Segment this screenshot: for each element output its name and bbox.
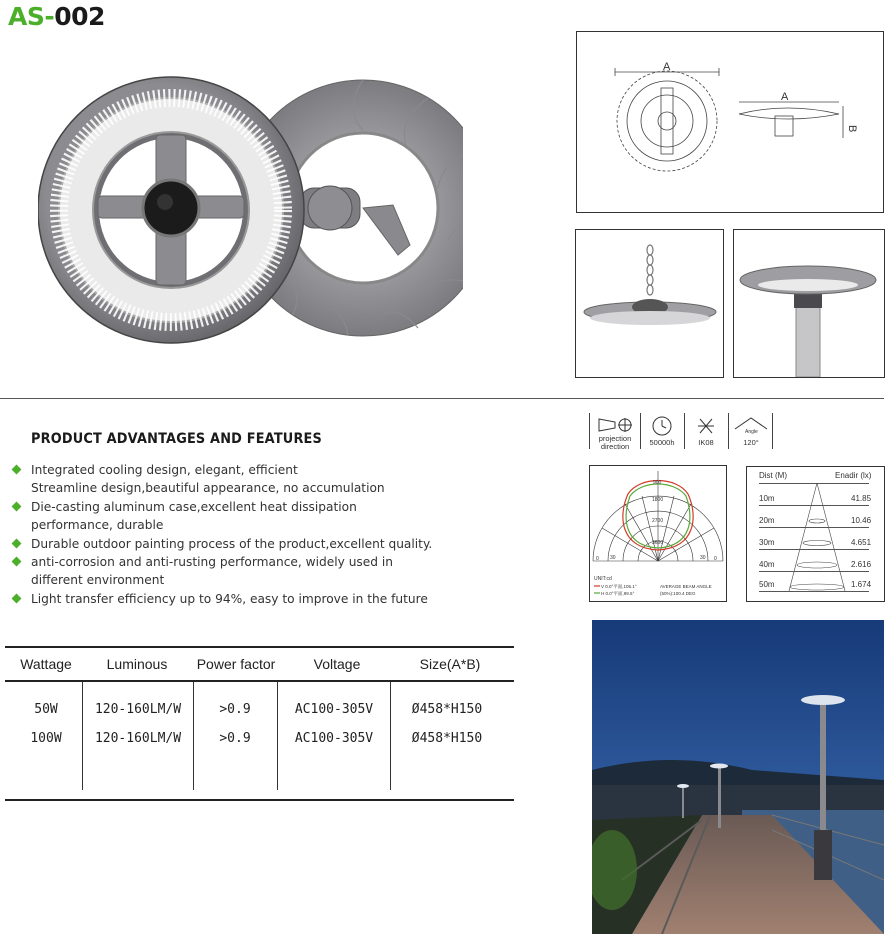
diamond-bullet-icon xyxy=(12,539,22,549)
dist-value: 30m xyxy=(759,538,775,547)
table-rule xyxy=(5,799,514,801)
icon-separator xyxy=(589,413,590,449)
cell-size: Ø458*H150 xyxy=(411,731,483,746)
icon-separator xyxy=(640,413,641,449)
projection-glyph xyxy=(595,415,635,433)
table-rule xyxy=(759,505,869,506)
feature-text: Durable outdoor painting process of the product,excellent quality. xyxy=(31,536,433,551)
feature-item xyxy=(12,535,482,553)
label-a-side: A xyxy=(781,91,789,103)
dimension-svg xyxy=(577,32,883,212)
label-a-top: A xyxy=(663,61,671,73)
icon-separator xyxy=(728,413,729,449)
header-wattage: Wattage xyxy=(20,656,72,672)
ring-label: 2700 xyxy=(652,518,664,524)
feature-text: Streamline design,beautiful appearance, no accumulation xyxy=(31,481,385,496)
dist-value: 40m xyxy=(759,560,775,569)
features-list xyxy=(12,461,482,608)
unit-label: UNIT:cd xyxy=(594,576,612,582)
label-b-side: B xyxy=(846,125,858,133)
header-power-factor: Power factor xyxy=(196,656,276,672)
dist-header: Dist (M) xyxy=(759,471,787,480)
cell-power-factor: >0.9 xyxy=(219,731,251,746)
angle-label: 0 xyxy=(714,556,717,562)
feature-text: anti-corrosion and anti-rusting performance, widely used in different environment xyxy=(31,555,393,588)
polar-light-distribution xyxy=(589,465,727,602)
dist-value: 50m xyxy=(759,580,775,589)
diamond-bullet-icon xyxy=(12,594,22,604)
angle-label: 0 xyxy=(596,556,599,562)
cell-size: Ø458*H150 xyxy=(411,702,483,717)
feature-item xyxy=(12,553,482,590)
clock-icon xyxy=(643,415,681,453)
header-size: Size(A*B) xyxy=(419,656,481,672)
table-rule xyxy=(759,527,869,528)
pendant-mount-view xyxy=(575,229,724,378)
diamond-bullet-icon xyxy=(12,557,22,567)
legend-h: H 0.0°平面,99.5° xyxy=(601,591,635,596)
cell-wattage: 100W xyxy=(30,731,62,746)
lux-value: 2.616 xyxy=(851,560,872,569)
pole-mount-view xyxy=(733,229,885,378)
feature-continuation xyxy=(12,479,482,497)
dist-value: 10m xyxy=(759,494,775,503)
feature-item xyxy=(12,461,482,479)
spec-table xyxy=(5,646,514,801)
impact-glyph xyxy=(694,415,718,437)
beam-cone xyxy=(787,483,847,595)
product-photo xyxy=(38,70,463,350)
impact-label: IK08 xyxy=(698,438,714,447)
table-rule xyxy=(759,571,869,572)
polar-svg xyxy=(590,466,726,601)
lux-value: 4.651 xyxy=(851,538,872,547)
legend-v: V 0.0°平面,105.1° xyxy=(601,584,637,589)
application-photo xyxy=(592,620,884,934)
header-luminous: Luminous xyxy=(106,656,168,672)
lux-value: 1.674 xyxy=(851,580,872,589)
lux-value: 41.85 xyxy=(851,494,872,503)
diamond-bullet-icon xyxy=(12,502,22,512)
cell-wattage: 50W xyxy=(34,702,58,717)
product-title xyxy=(8,2,105,31)
angle-glyph xyxy=(731,415,771,437)
cell-voltage: AC100-305V xyxy=(294,731,374,746)
icon-separator xyxy=(772,413,773,449)
feature-text: Die-casting aluminum case,excellent heat dissipation performance, durable xyxy=(31,499,357,533)
title-dash: - xyxy=(44,2,55,31)
feature-item xyxy=(12,590,482,608)
illuminance-table xyxy=(746,466,885,602)
title-prefix: AS xyxy=(8,2,45,31)
feature-text: Light transfer efficiency up to 94%, easy to improve in the future xyxy=(31,591,428,606)
angle-label: 30 xyxy=(700,555,706,561)
angle-icon xyxy=(731,415,771,453)
feature-text: Integrated cooling design, elegant, efficient xyxy=(31,463,298,477)
pendant-svg xyxy=(576,230,723,377)
ring-label: 1800 xyxy=(652,497,664,503)
avg-value: (50%):100.4 DEG xyxy=(660,591,696,596)
impact-icon xyxy=(687,415,725,453)
features-heading: PRODUCT ADVANTAGES AND FEATURES xyxy=(31,431,323,447)
angle-label: 120° xyxy=(743,438,759,447)
pole-svg xyxy=(734,230,884,377)
table-rule xyxy=(759,549,869,550)
table-rule xyxy=(5,646,514,648)
dimension-drawing xyxy=(576,31,884,213)
dist-value: 20m xyxy=(759,516,775,525)
ring-label: 3600 xyxy=(652,540,664,546)
lux-value: 10.46 xyxy=(851,516,872,525)
section-divider xyxy=(0,398,884,399)
diamond-bullet-icon xyxy=(12,465,22,475)
feature-item xyxy=(12,498,482,535)
icon-separator xyxy=(684,413,685,449)
clock-glyph xyxy=(650,415,674,437)
header-voltage: Voltage xyxy=(313,656,361,672)
angle-sub-label: Angle xyxy=(745,429,758,435)
table-rule xyxy=(759,591,869,592)
cell-power-factor: >0.9 xyxy=(219,702,251,717)
cell-voltage: AC100-305V xyxy=(294,702,374,717)
night-scene-svg xyxy=(592,620,884,934)
projection-label: projection direction xyxy=(598,434,632,451)
cell-luminous: 120-160LM/W xyxy=(94,731,182,746)
angle-label: 30 xyxy=(610,555,616,561)
avg-title: AVERAGE BEAM ANGLE xyxy=(660,584,712,589)
cell-luminous: 120-160LM/W xyxy=(94,702,182,717)
projection-icon xyxy=(592,415,638,453)
ring-label: 900 xyxy=(653,480,662,486)
lux-header: Enadir (lx) xyxy=(835,471,872,480)
title-number: 002 xyxy=(54,2,105,31)
clock-label: 50000h xyxy=(649,438,675,447)
